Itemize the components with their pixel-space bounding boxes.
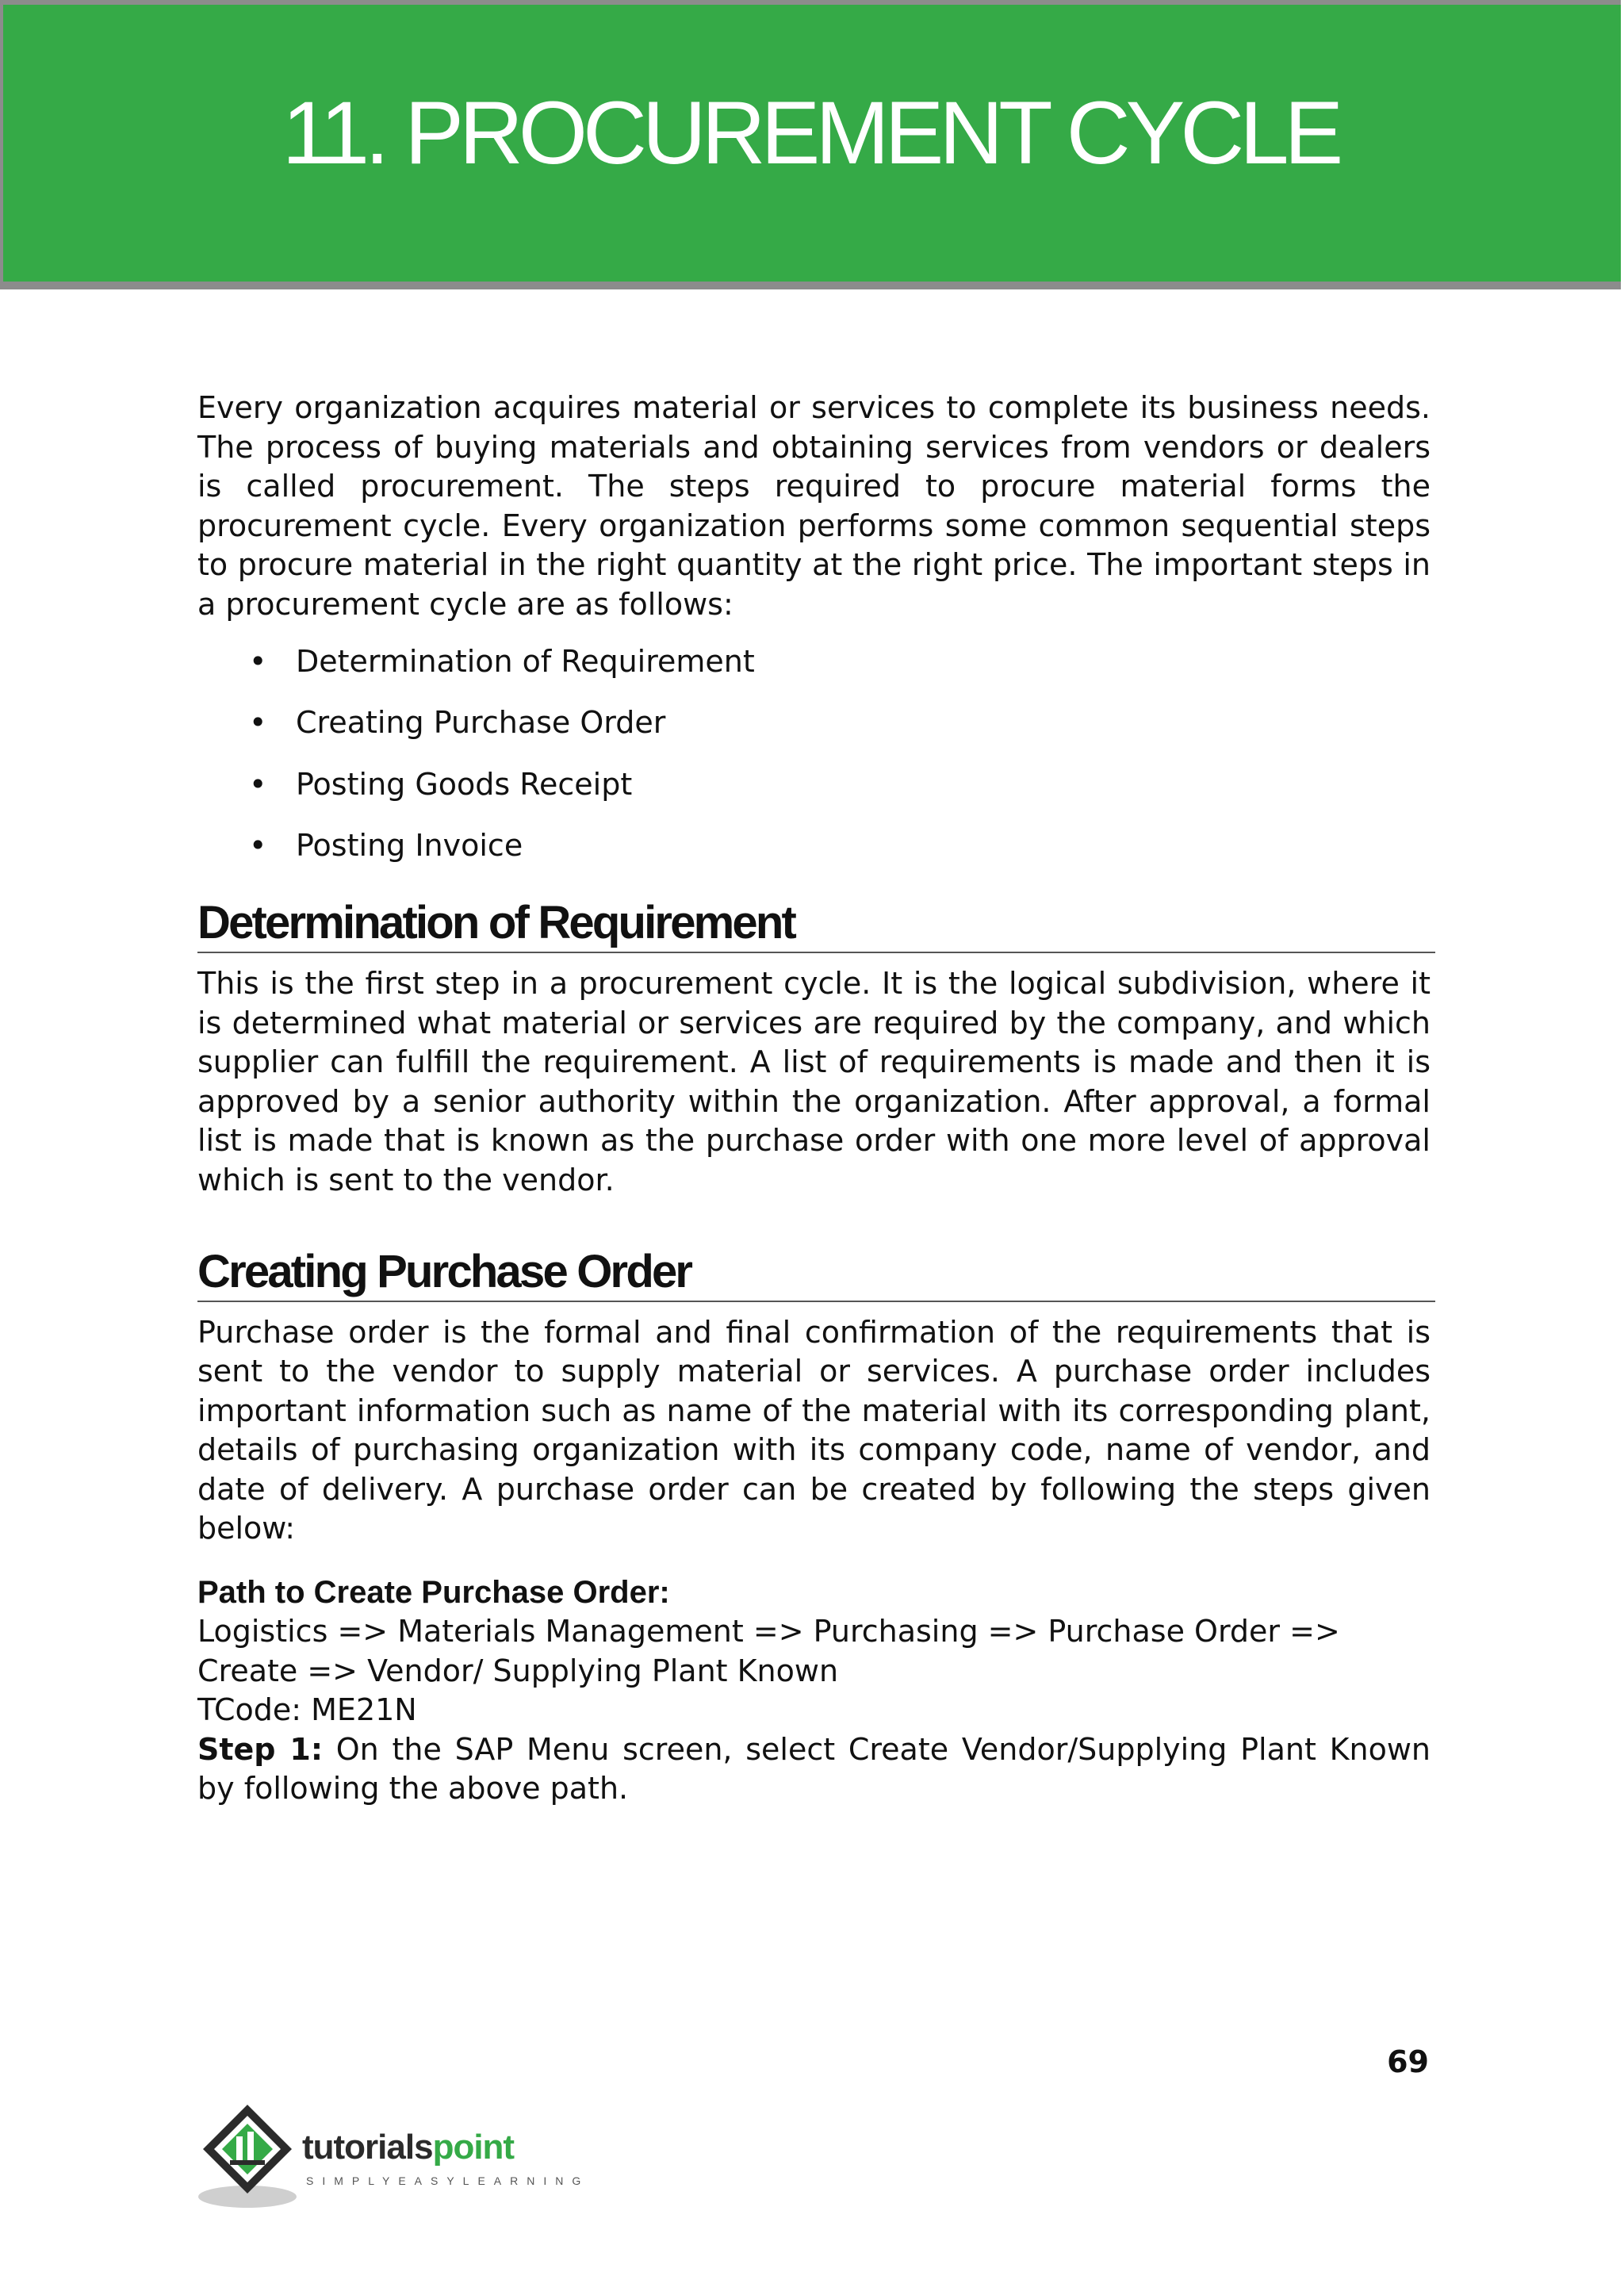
list-item bbox=[197, 703, 1431, 743]
procurement-steps-list bbox=[197, 642, 1431, 866]
page-content bbox=[197, 389, 1431, 1809]
menu-path-line-2: Create => Vendor/ Supplying Plant Known bbox=[197, 1653, 839, 1688]
list-item-text: Posting Goods Receipt bbox=[296, 766, 633, 802]
section-heading-purchase-order: Creating Purchase Order bbox=[197, 1247, 1435, 1302]
logo-word-point: point bbox=[432, 2128, 515, 2167]
bullet-icon: • bbox=[249, 766, 267, 802]
page-number: 69 bbox=[1387, 2044, 1429, 2079]
list-item-text: Determination of Requirement bbox=[296, 643, 755, 679]
list-item bbox=[197, 826, 1431, 866]
step-1-paragraph bbox=[197, 1730, 1431, 1809]
logo-word-tutorials: tutorials bbox=[302, 2128, 433, 2167]
bullet-icon: • bbox=[249, 643, 267, 679]
list-item-text: Creating Purchase Order bbox=[296, 705, 666, 741]
step-text: On the SAP Menu screen, select Create Vendor/Supplying Plant Known by following the above path. bbox=[197, 1731, 1431, 1806]
menu-path-line-1: Logistics => Materials Management => Purchasing => Purchase Order => bbox=[197, 1614, 1340, 1649]
intro-paragraph: Every organization acquires material or services to complete its business needs. The process of buying materials and obtaining services from vendors or dealers is called procurement. The steps required to procure material forms the procurement cycle. Every organization performs some common sequential steps to procure material in the right quantity at the right price. The important steps in a procurement cycle are as follows: bbox=[197, 390, 1431, 622]
path-heading: Path to Create Purchase Order: bbox=[197, 1575, 670, 1611]
bullet-icon: • bbox=[249, 705, 267, 741]
tutorialspoint-logo bbox=[195, 2102, 590, 2213]
purchase-order-paragraph: Purchase order is the formal and final confirmation of the requirements that is sent to the vendor to supply material or services. A purchase order includes important information such as name of the material with its corresponding plant, details of purchasing organization with its company code, name of vendor, and date of delivery. A purchase order can be created by following the steps given below: bbox=[197, 1314, 1431, 1546]
section-heading-requirement: Determination of Requirement bbox=[197, 898, 1435, 953]
logo-wordmark bbox=[302, 2130, 514, 2165]
bullet-icon: • bbox=[249, 828, 267, 864]
list-item bbox=[197, 765, 1431, 805]
requirement-paragraph: This is the first step in a procurement cycle. It is the logical subdivision, where it is determined what material or services are required by the company, and which supplier can fulfill the requirement. A list of requirements is made and then it is approved by a senior authority within the organization. After approval, a formal list is made that is known as the purchase order with one more level of approval which is sent to the vendor. bbox=[197, 965, 1431, 1197]
logo-diamond-icon bbox=[195, 2102, 302, 2213]
list-item bbox=[197, 642, 1431, 682]
step-label: Step 1: bbox=[197, 1731, 324, 1767]
logo-tagline: SIMPLYEASYLEARNING bbox=[306, 2174, 590, 2187]
list-item-text: Posting Invoice bbox=[296, 828, 523, 864]
chapter-title: 11. PROCUREMENT CYCLE bbox=[282, 83, 1339, 182]
tcode-line: TCode: ME21N bbox=[197, 1692, 417, 1728]
